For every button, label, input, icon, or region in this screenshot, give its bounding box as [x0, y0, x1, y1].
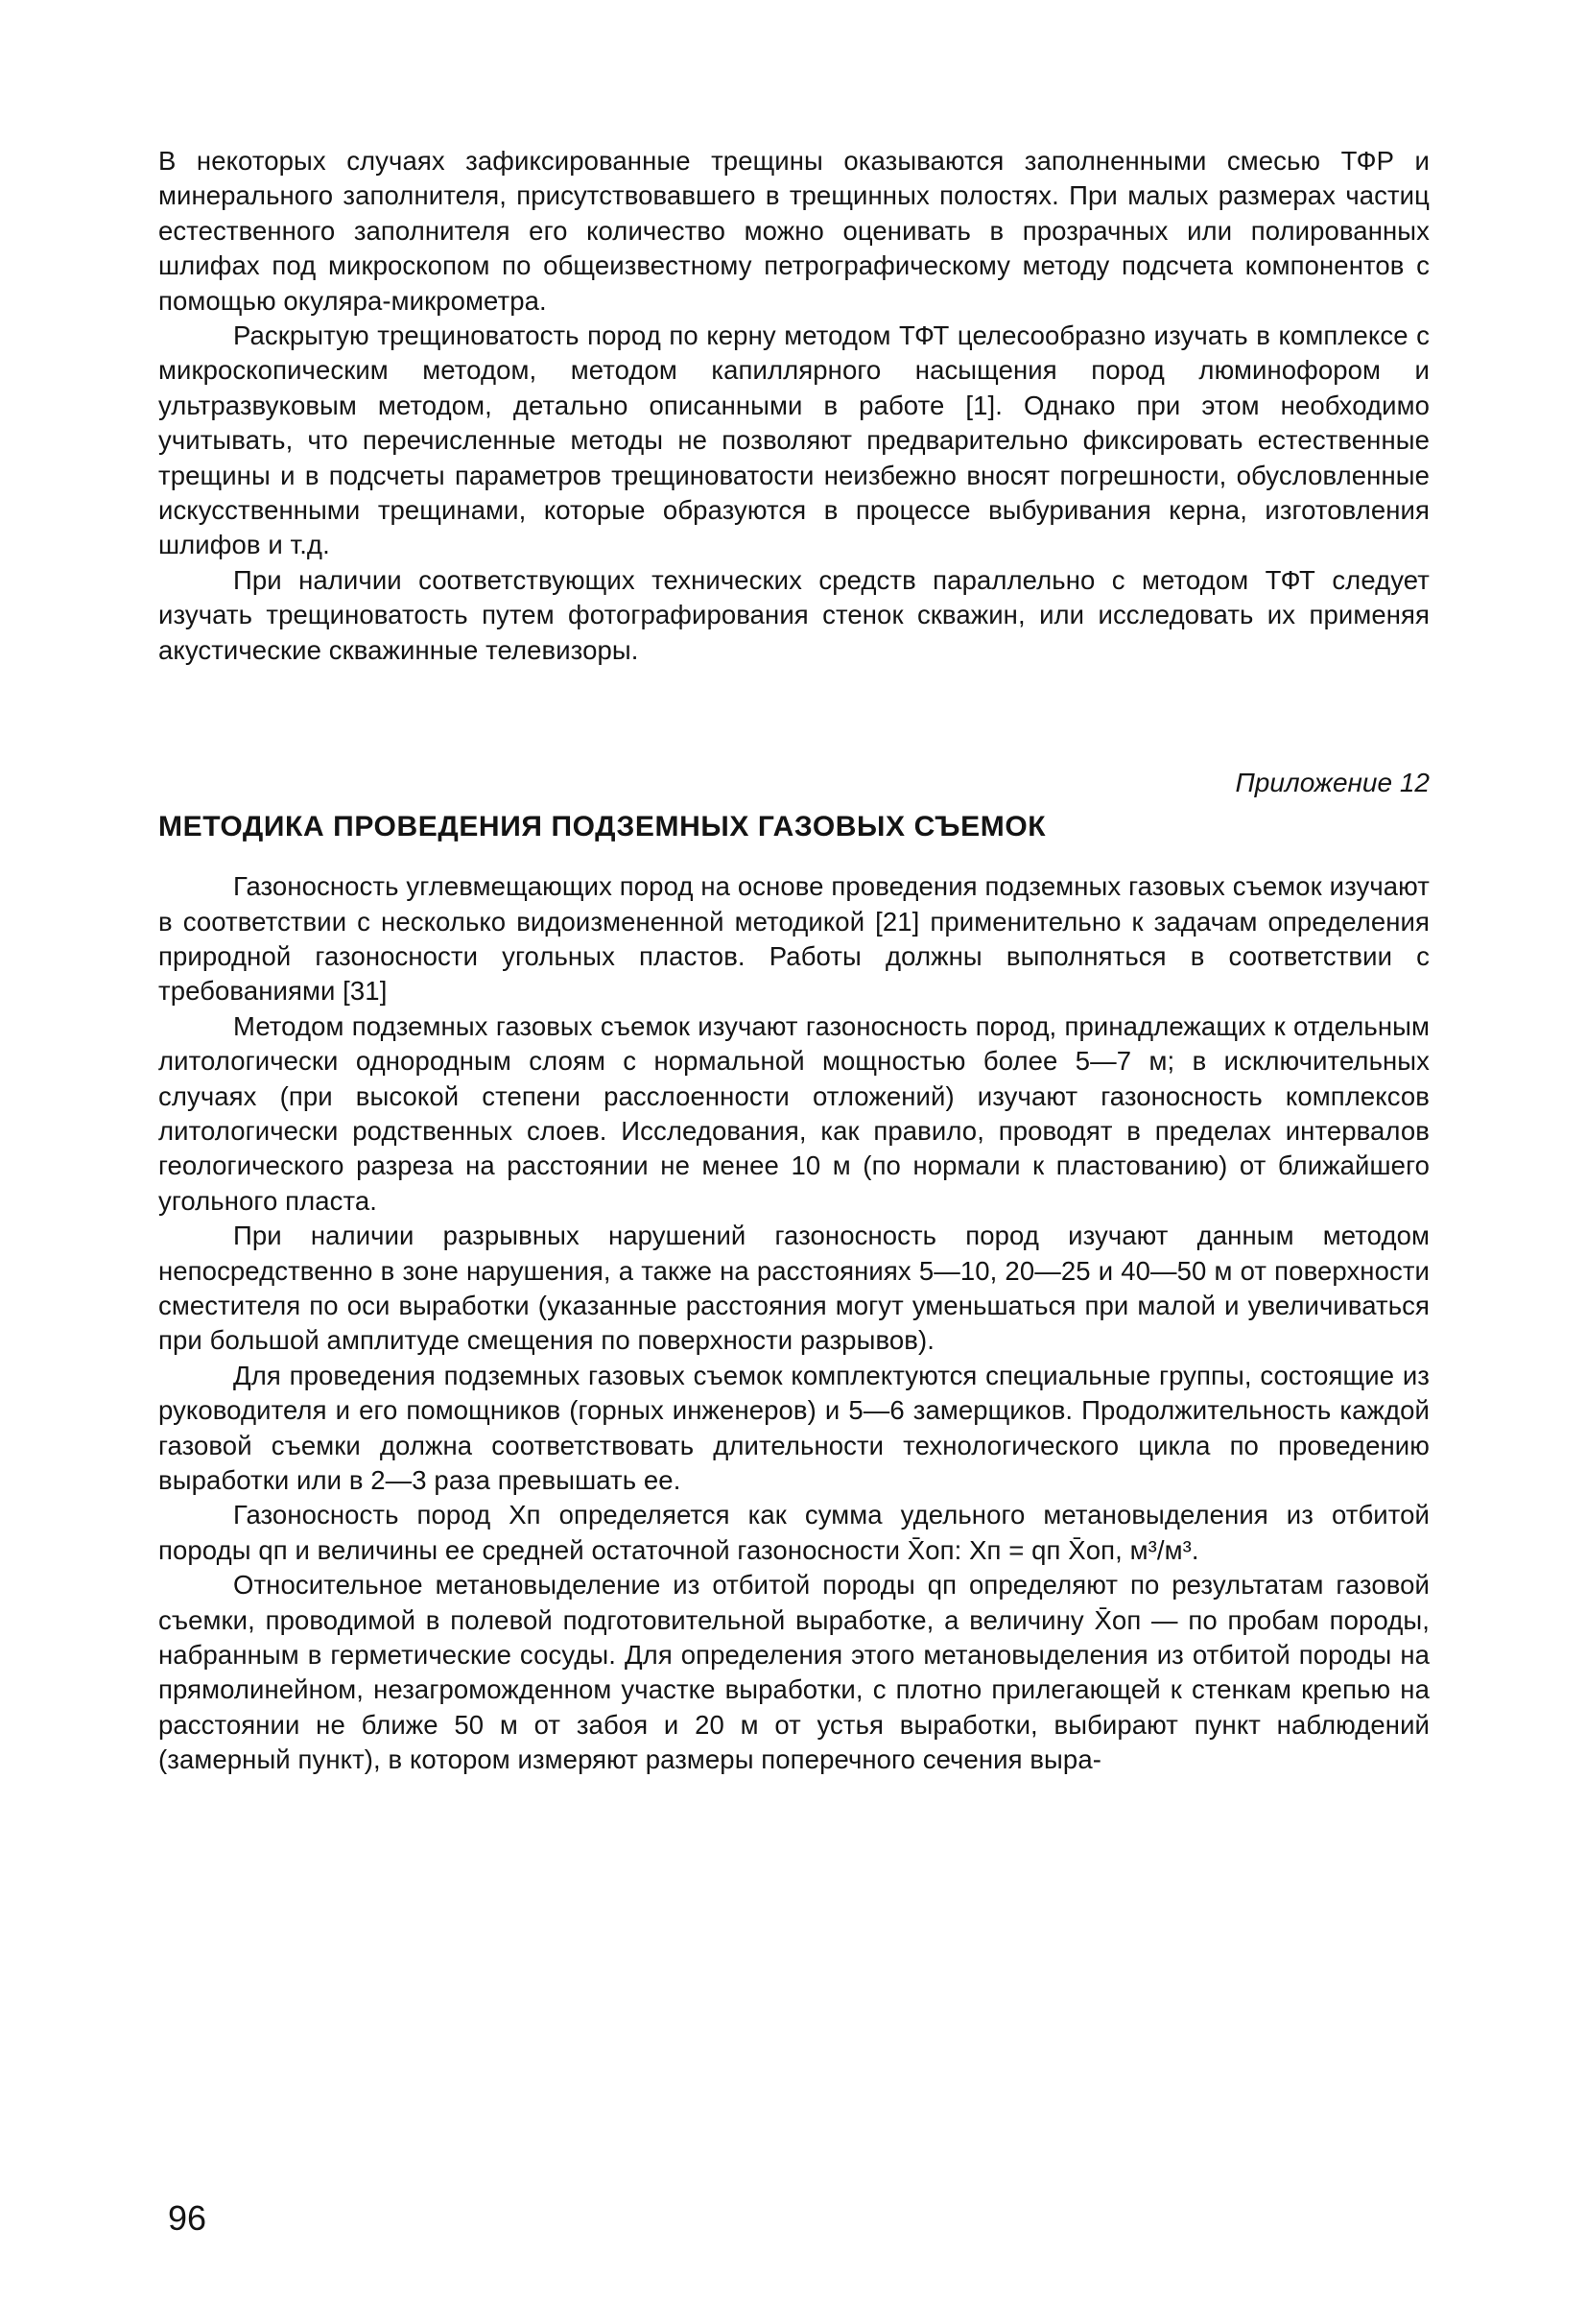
- section-paragraph-2: Методом подземных газовых съемок изучают газоносность пород, принадлежащих к отдельным литологически однородным слоям с нормальной мощностью более 5—7 м; в исключительных случаях (при высокой степени расслоенности отложений) изучают газоносность комплексов литологически родственных слоев. Исследования, как правило, проводят в пределах интервалов геологического разреза на расстоянии не менее 10 м (по нормали к пластованию) от ближайшего угольного пласта.: [158, 1010, 1430, 1216]
- appendix-label: Приложение 12: [1235, 768, 1430, 798]
- paragraph-1: В некоторых случаях зафиксированные трещины оказываются заполненными смесью ТФР и минерального заполнителя, присутствовавшего в трещинных полостях. При малых размерах частиц естественного заполнителя его количество можно оценивать в прозрачных или полированных шлифах под микроскопом по общеизвестному петрографическому методу подсчета компонентов с помощью окуляра-микрометра.: [158, 146, 1430, 316]
- section-paragraph-4: Для проведения подземных газовых съемок комплектуются специальные группы, состоящие из руководителя и его помощников (горных инженеров) и 5—6 замерщиков. Продолжительность каждой газовой съемки должна соответствовать длительности технологического цикла по проведению выработки или в 2—3 раза превышать ее.: [158, 1360, 1430, 1495]
- paragraph-2: Раскрытую трещиноватость пород по керну методом ТФТ целесообразно изучать в комплексе с микроскопическим методом, методом капиллярного насыщения пород люминофором и ультразвуковым методом, детально описанными в работе [1]. Однако при этом необходимо учитывать, что перечисленные методы не позволяют предварительно фиксировать естественные трещины и в подсчеты параметров трещиноватости неизбежно вносят погрешности, обусловленные искусственными трещинами, которые образуются в процессе выбуривания керна, изготовления шлифов и т.д.: [158, 320, 1430, 560]
- section-paragraph-5: Газоносность пород Xп определяется как сумма удельного метановыделения из отбитой породы qп и величины ее средней остаточной газоносности X̄оп: Xп = qп X̄оп, м³/м³.: [158, 1500, 1430, 1565]
- section-paragraph-6: Относительное метановыделение из отбитой породы qп определяют по результатам газовой съемки, проводимой в полевой подготовительной выработке, а величину X̄оп — по пробам породы, набранным в герметические сосуды. Для определения этого метановыделения из отбитой породы на прямолинейном, незагроможденном участке выработки, с плотно прилегающей к стенкам крепью на расстоянии не ближе 50 м от забоя и 20 м от устья выработки, выбирают пункт наблюдений (замерный пункт), в котором измеряют размеры поперечного сечения выра-: [158, 1570, 1430, 1775]
- section-paragraph-1: Газоносность углевмещающих пород на основе проведения подземных газовых съемок изучают в соответствии с несколько видоизмененной методикой [21] применительно к задачам определения природной газоносности угольных пластов. Работы должны выполняться в соответствии с требованиями [31]: [158, 871, 1430, 1007]
- spacer: [158, 668, 1430, 766]
- page-body: [158, 144, 1430, 1778]
- page-number: 96: [168, 2198, 207, 2238]
- section-paragraph-3: При наличии разрывных нарушений газоносность пород изучают данным методом непосредственно в зоне нарушения, а также на расстояниях 5—10, 20—25 и 40—50 м от поверхности сместителя по оси выработки (указанные расстояния могут уменьшаться при малой и увеличиваться при большой амплитуде смещения по поверхности разрывов).: [158, 1221, 1430, 1356]
- paragraph-3: При наличии соответствующих технических средств параллельно с методом ТФТ следует изучать трещиноватость путем фотографирования стенок скважин, или исследовать их применяя акустические скважинные телевизоры.: [158, 564, 1430, 665]
- section-title: МЕТОДИКА ПРОВЕДЕНИЯ ПОДЗЕМНЫХ ГАЗОВЫХ СЪЕМОК: [158, 811, 1047, 843]
